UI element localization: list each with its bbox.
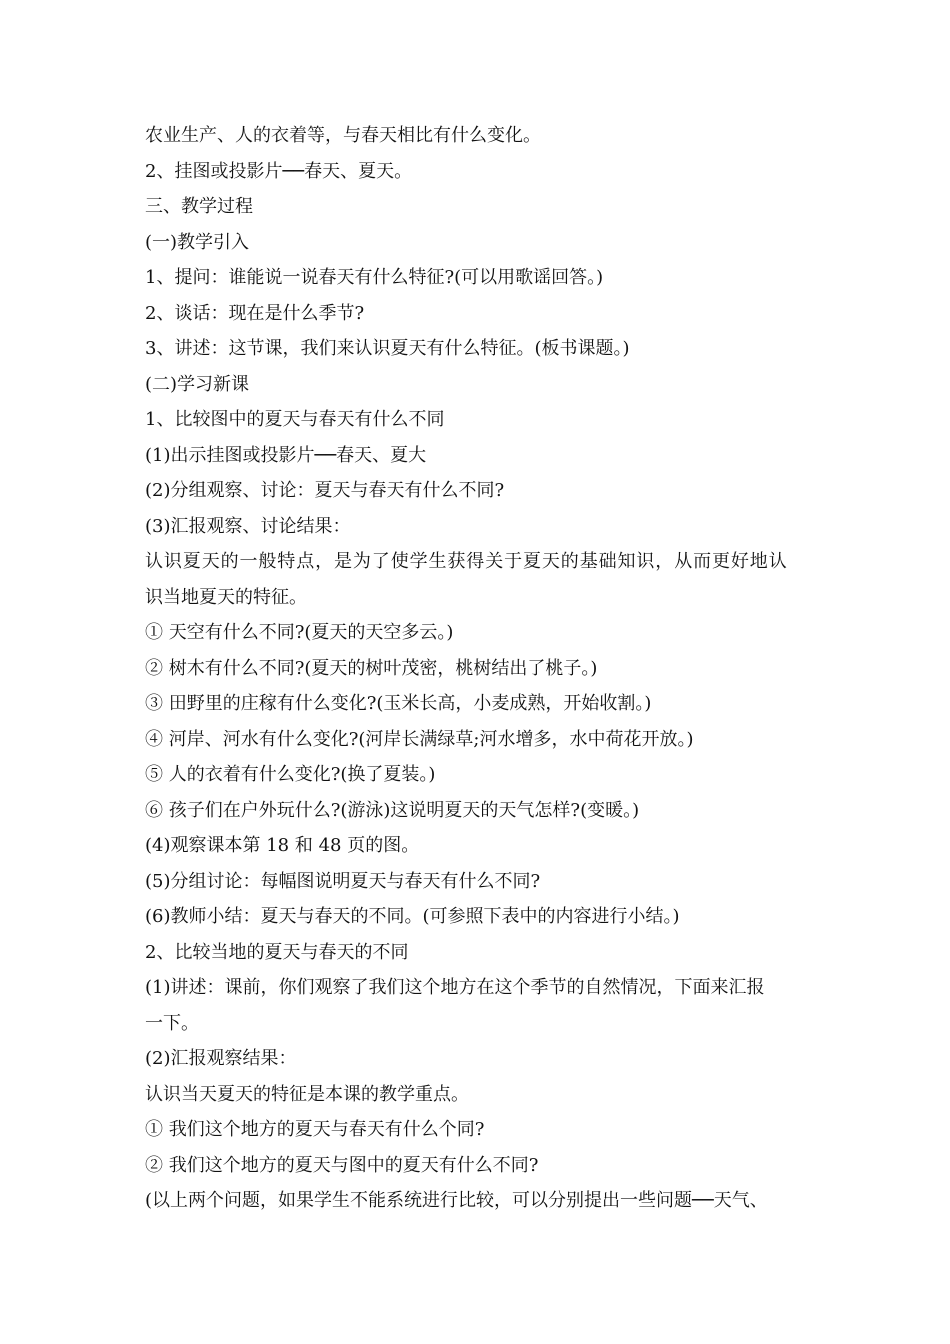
text-line: 2、比较当地的夏天与春天的不同 xyxy=(145,941,409,963)
list-item: ① 天空有什么不同?(夏天的天空多云。) xyxy=(145,622,454,643)
text-line: 认识当天夏天的特征是本课的教学重点。 xyxy=(145,1083,469,1105)
text-line: 2、挂图或投影片──春天、夏天。 xyxy=(145,160,413,182)
text-line: (4)观察课本第 18 和 48 页的图。 xyxy=(145,835,420,856)
list-item: ④ 河岸、河水有什么变化?(河岸长满绿草;河水增多，水中荷花开放。) xyxy=(145,728,694,750)
subsection-heading: (一)教学引入 xyxy=(145,231,250,253)
text-line: 一下。 xyxy=(145,1012,199,1034)
text-line: (以上两个问题，如果学生不能系统进行比较，可以分别提出一些问题──天气、 xyxy=(145,1190,768,1211)
section-heading: 三、教学过程 xyxy=(145,196,253,217)
text-line: 认识夏天的一般特点，是为了使学生获得关于夏天的基础知识，从而更好地认 xyxy=(145,551,788,572)
text-line: (2)分组观察、讨论：夏天与春天有什么不同? xyxy=(145,480,505,501)
text-line: (1)出示挂图或投影片──春天、夏大 xyxy=(145,444,427,466)
text-line: 识当地夏天的特征。 xyxy=(145,586,307,608)
list-item: ⑥ 孩子们在户外玩什么?(游泳)这说明夏天的天气怎样?(变暖。) xyxy=(145,799,640,821)
text-line: 1、提问：谁能说一说春天有什么特征?(可以用歌谣回答。) xyxy=(145,267,604,288)
list-item: ② 树木有什么不同?(夏天的树叶茂密，桃树结出了桃子。) xyxy=(145,657,598,679)
text-line: 2、谈话：现在是什么季节? xyxy=(145,302,365,324)
text-line: 3、讲述：这节课，我们来认识夏天有什么特征。(板书课题。) xyxy=(145,338,630,359)
list-item: ③ 田野里的庄稼有什么变化?(玉米长高，小麦成熟，开始收割。) xyxy=(145,693,652,714)
text-line: (6)教师小结：夏天与春天的不同。(可参照下表中的内容进行小结。) xyxy=(145,906,680,927)
text-line: 农业生产、人的衣着等，与春天相比有什么变化。 xyxy=(145,125,541,146)
text-line: 1、比较图中的夏天与春天有什么不同 xyxy=(145,409,445,430)
text-line: (2)汇报观察结果： xyxy=(145,1048,297,1069)
list-item: ① 我们这个地方的夏天与春天有什么个同? xyxy=(145,1119,485,1140)
subsection-heading: (二)学习新课 xyxy=(145,373,250,395)
text-line: (1)讲述：课前，你们观察了我们这个地方在这个季节的自然情况，下面来汇报 xyxy=(145,977,765,998)
text-line: (5)分组讨论：每幅图说明夏天与春天有什么不同? xyxy=(145,870,541,892)
text-line: (3)汇报观察、讨论结果： xyxy=(145,515,351,537)
list-item: ⑤ 人的衣着有什么变化?(换了夏装。) xyxy=(145,764,436,785)
document-body xyxy=(145,118,825,1219)
list-item: ② 我们这个地方的夏天与图中的夏天有什么不同? xyxy=(145,1154,539,1176)
